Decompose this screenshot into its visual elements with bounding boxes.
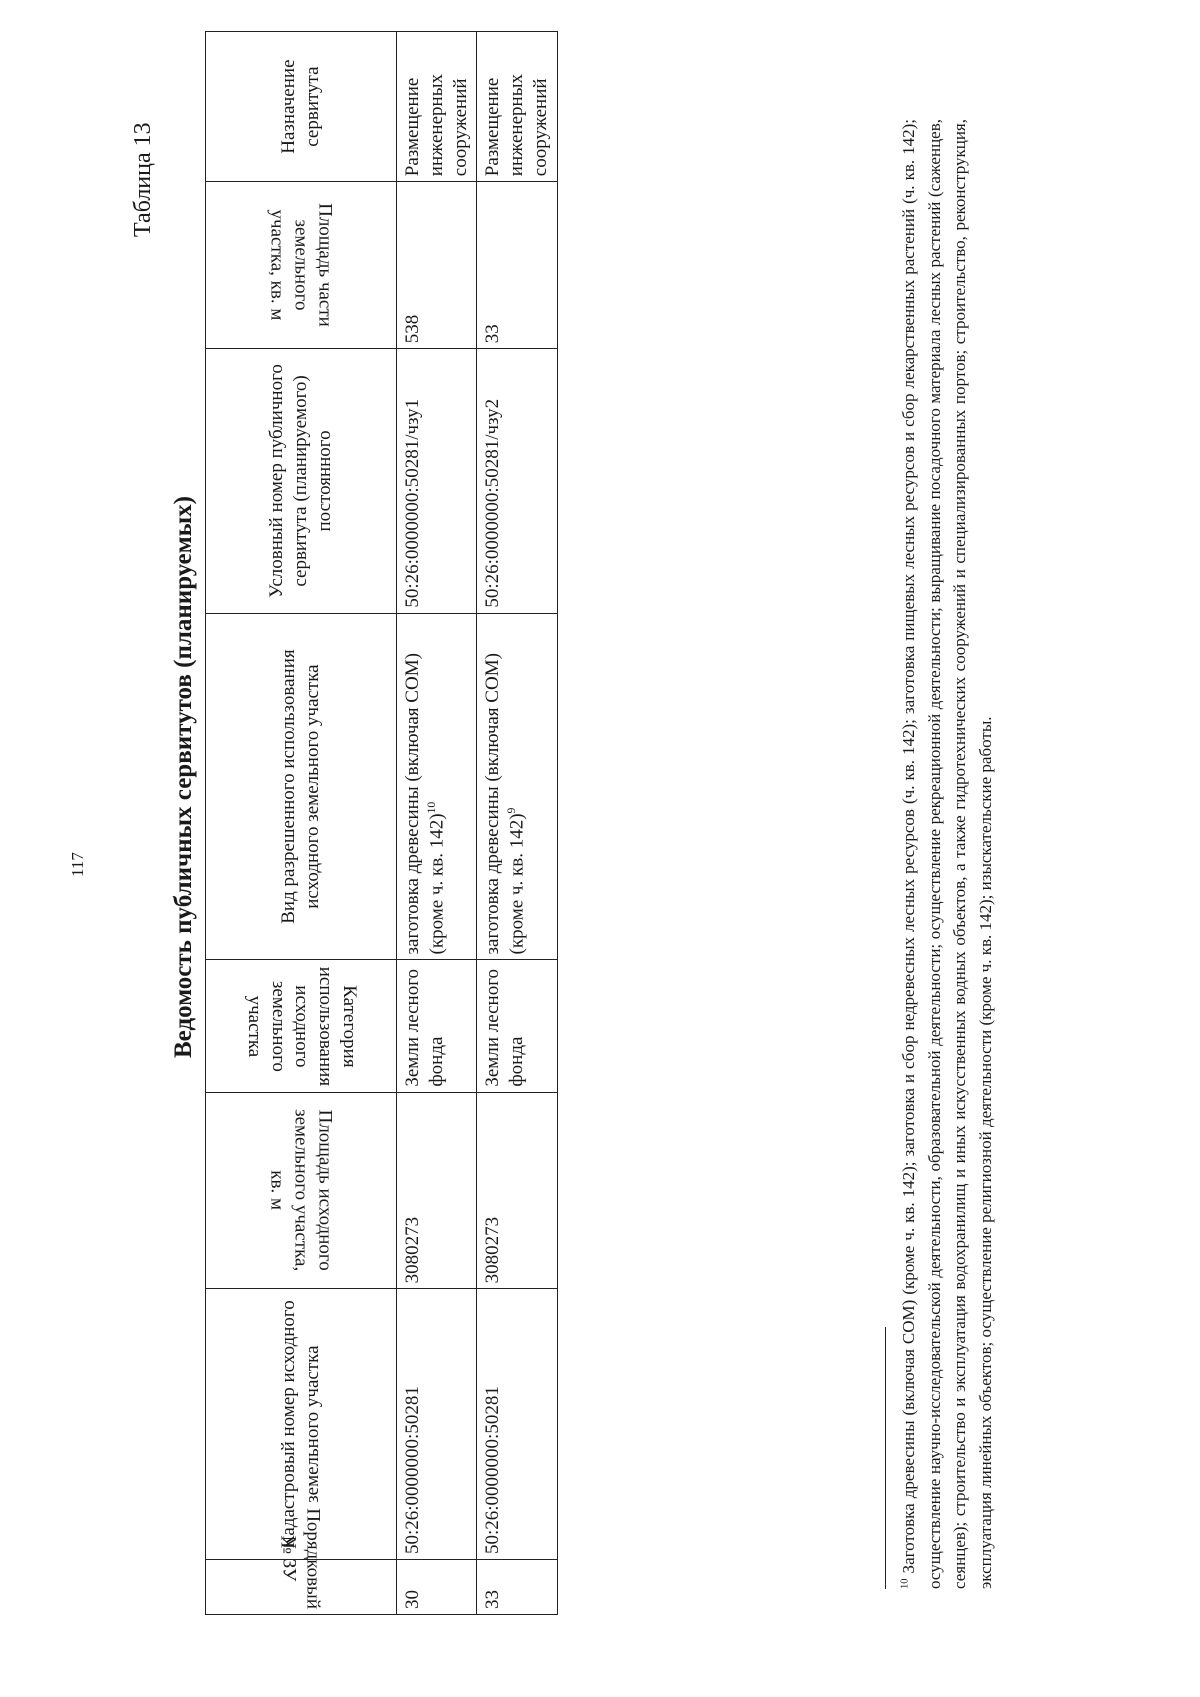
- cell-source-area: 3080273: [477, 1092, 557, 1289]
- cell-category: Земли лесного фонда: [397, 960, 477, 1092]
- footnote-ref: 10: [424, 801, 438, 814]
- cell-purpose: Размещение инженерных сооружений: [477, 32, 557, 182]
- table-header-row: [206, 32, 397, 1615]
- servitude-table: [205, 31, 558, 1615]
- header-row-number: Порядковый № ЗУ: [206, 1560, 397, 1615]
- header-servitude-number: Условный номер публичного сервитута (планируемого) постоянного: [206, 349, 397, 613]
- cell-permitted-use: заготовка древесины (включая СОМ) (кроме ч. кв. 142)$^9$: [477, 613, 557, 960]
- table-row: [397, 32, 477, 1615]
- header-source-area: Площадь исходного земельного участка, кв. м: [206, 1092, 397, 1289]
- cell-source-area: 3080273: [397, 1092, 477, 1289]
- cell-purpose: Размещение инженерных сооружений: [397, 32, 477, 182]
- footnote-text: Заготовка древесины (включая СОМ) (кроме ч. кв. 142); заготовка и сбор недревесных лесных ресурсов (ч. кв. 142); заготовка пищевых лесных ресурсов и сбор лекарственных растений (ч. кв. 142); осуществление научно-исследовательской деятельности, образовательной деятельности; осуществление рекреационной деятельности; выращивание посадочного материала лесных растений (саженцев, сеянцев); строительство и эксплуатация водохранилищ и иных искусственных водных объектов, а также гидротехнических сооружений и специализированных портов; строительство, реконструкция, эксплуатация линейных объектов; осуществление религиозной деятельности (кроме ч. кв. 142); изыскательские работы.: [899, 118, 995, 1589]
- footnote-marker: 10: [899, 1578, 911, 1589]
- document-title: Ведомость публичных сервитутов (планируемых): [170, 496, 197, 1058]
- footnote: [896, 119, 998, 1589]
- header-permitted-use: Вид разрешенного использования исходного земельного участка: [206, 613, 397, 960]
- footnote-ref: 9: [505, 807, 518, 814]
- cell-row-number: 30: [397, 1560, 477, 1615]
- cell-servitude-number: 50:26:0000000:50281/чзу2: [477, 349, 557, 613]
- header-category: Категория использования исходного земельного участка: [206, 960, 397, 1092]
- footnote-separator: [885, 1327, 886, 1589]
- cell-category: Земли лесного фонда: [477, 960, 557, 1092]
- cell-part-area: 538: [397, 182, 477, 349]
- table-row: [477, 32, 557, 1615]
- header-part-area: Площадь части земельного участка, кв. м: [206, 182, 397, 349]
- page-number: 117: [68, 852, 87, 877]
- cell-part-area: 33: [477, 182, 557, 349]
- cell-cadastral-number: 50:26:0000000:50281: [477, 1289, 557, 1560]
- cell-row-number: 33: [477, 1560, 557, 1615]
- table-label: Таблица 13: [130, 122, 156, 237]
- cell-permitted-use: заготовка древесины (включая СОМ) (кроме ч. кв. 142)$^{10}$: [397, 613, 477, 960]
- header-cadastral-number: Кадастровый номер исходного земельного участка: [206, 1289, 397, 1560]
- cell-cadastral-number: 50:26:0000000:50281: [397, 1289, 477, 1560]
- cell-servitude-number: 50:26:0000000:50281/чзу1: [397, 349, 477, 613]
- header-purpose: Назначение сервитута: [206, 32, 397, 182]
